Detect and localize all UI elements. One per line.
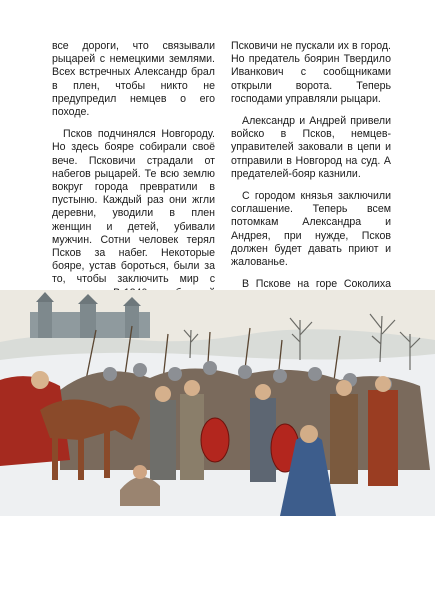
text-column-right (231, 40, 391, 331)
illustration-warriors-in-snow (0, 290, 435, 516)
paragraph: Александр и Андрей привели войско в Псков, немцев-управителей заковали в цепи и отправили в Новгород на суд. А предателей-бояр казнили. (231, 115, 391, 180)
paragraph: Псков подчинялся Новгороду. Но здесь бояре собирали своё вече. Псковичи страдали от набегов рыцарей. Те всю землю вокруг города превратили в пустыню. Каждый раз они жгли деревни, уводили в плен женщин и детей, убивали мужчин. Сотни человек терял Псков за набег. Некоторые бояре, устав бороться, были за то, чтобы заключить мир с (52, 128, 215, 286)
bottom-margin (0, 516, 435, 591)
paragraph: С городом князья заключили соглашение. Теперь всем потомкам Александра и Андрея, при нужде, Псков должен будет давать приют и жалованье. (231, 190, 391, 269)
paragraph: В Пскове на горе Соколиха (242, 278, 391, 291)
fortress-icon (30, 292, 150, 338)
text-column-left (52, 40, 215, 326)
paragraph: Псковичи не пускали их в город. Но предатель боярин Твердило Иванкович с сообщниками открыли ворота. Теперь господами управляли рыцари. (231, 40, 391, 105)
paragraph: все дороги, что связывали рыцарей с немецкими землями. Всех встречных Александр брал в плен, чтобы никто не предупредил немцев о его походе. (52, 40, 215, 119)
